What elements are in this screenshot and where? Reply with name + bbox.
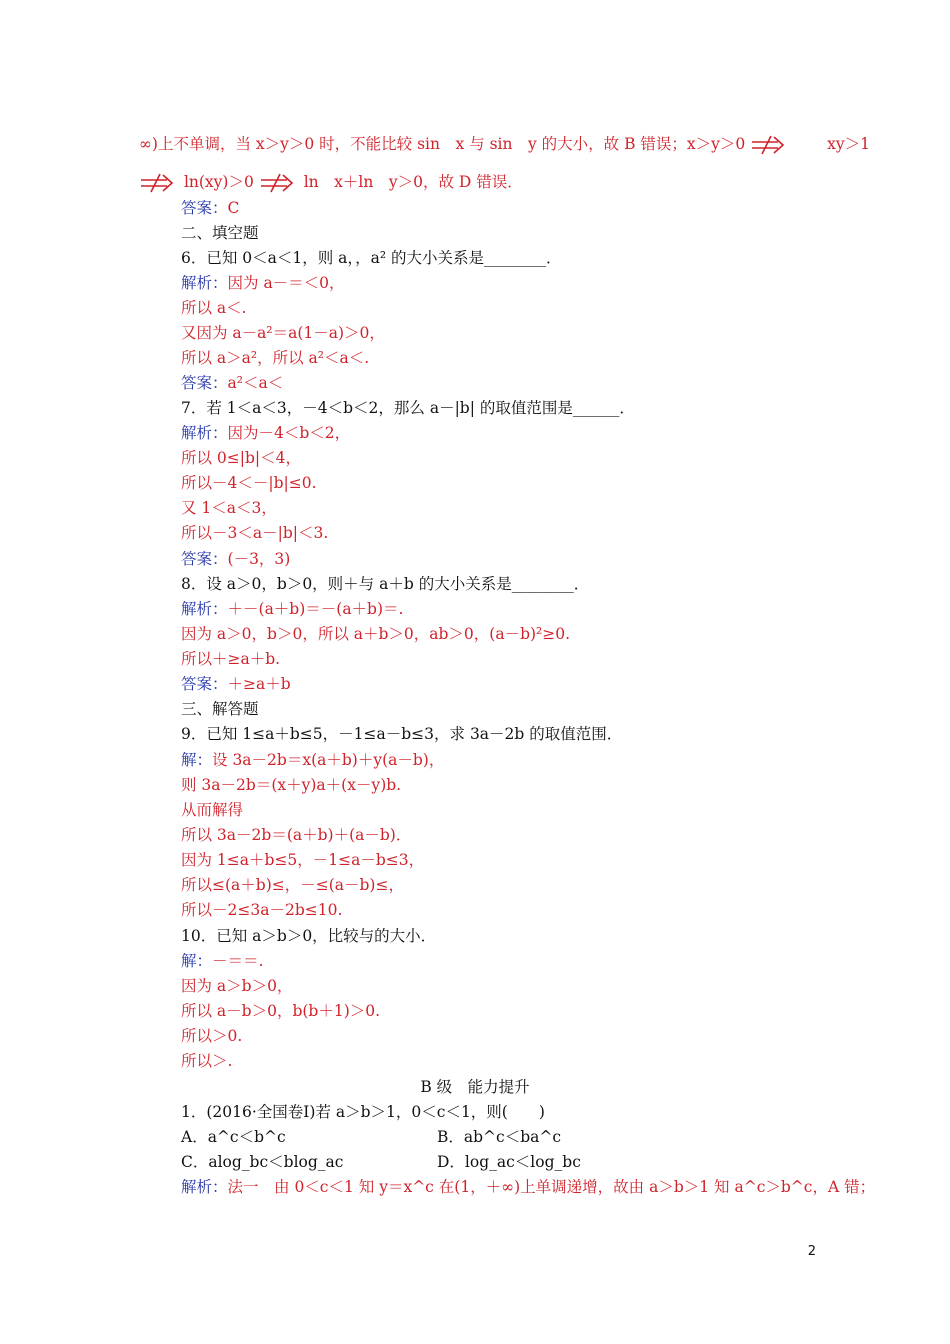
- answer-line: 答案：C: [181, 199, 240, 217]
- level-heading: B 级 能力提升: [420, 1078, 530, 1096]
- solution-line: ln(xy)＞0 ln x＋ln y＞0，故 D 错误．: [139, 170, 523, 195]
- solution-line: 解析：因为 a－＝＜0，: [181, 274, 345, 292]
- option-row: [181, 1150, 581, 1175]
- solution-line: 所以 0≤|b|＜4，: [181, 449, 302, 467]
- solution-line: 因为 a＞b＞0，: [181, 977, 293, 995]
- solution-line: 所以 3a－2b＝(a＋b)＋(a－b)．: [181, 826, 412, 844]
- solution-line: 因为 1≤a＋b≤5，－1≤a－b≤3，: [181, 851, 425, 869]
- solution-line: 从而解得: [181, 801, 244, 819]
- solution-line: 所以≤(a＋b)≤，－≤(a－b)≤，: [181, 876, 404, 894]
- question-9: 9．已知 1≤a＋b≤5，－1≤a－b≤3，求 3a－2b 的取值范围．: [181, 725, 623, 743]
- not-implies-icon: [259, 173, 295, 193]
- solution-line: 所以 a－b＞0，b(b＋1)＞0.: [181, 1002, 381, 1020]
- option-row: [181, 1125, 562, 1150]
- solution-line: 所以 a＞a²，所以 a²＜a＜.: [181, 349, 370, 367]
- question-6: 6．已知 0＜a＜1，则 a，，a² 的大小关系是________．: [181, 249, 562, 267]
- question-b1: 1．(2016·全国卷Ⅰ)若 a＞b＞1，0＜c＜1，则( ): [181, 1103, 545, 1121]
- answer-line: 答案：a²＜a＜: [181, 374, 284, 392]
- solution-line: 解析：法一 由 0＜c＜1 知 y＝x^c 在(1，＋∞)上单调递增，故由 a＞b＞1 知 a^c＞b^c，A 错；: [181, 1178, 876, 1196]
- solution-line: 因为 a＞0，b＞0，所以 a＋b＞0，ab＞0，(a－b)²≥0.: [181, 625, 571, 643]
- not-implies-icon: [139, 173, 175, 193]
- solution-line: 所以－3＜a－|b|＜3.: [181, 524, 329, 542]
- section-heading: 三、解答题: [181, 700, 259, 718]
- solution-line: 所以＋≥a＋b.: [181, 650, 281, 668]
- option-b: B．ab^c＜ba^c: [437, 1128, 562, 1146]
- solution-line: 所以 a＜.: [181, 299, 247, 317]
- solution-line: 则 3a－2b＝(x＋y)a＋(x－y)b.: [181, 776, 402, 794]
- option-c: C．alog_bc＜blog_ac: [181, 1153, 344, 1171]
- answer-line: 答案：(－3，3): [181, 550, 291, 568]
- answer-line: 答案：＋≥a＋b: [181, 675, 291, 693]
- solution-line: 解析：因为－4＜b＜2，: [181, 424, 351, 442]
- not-implies-icon: [750, 135, 786, 155]
- question-10: 10．已知 a＞b＞0，比较与的大小．: [181, 927, 437, 945]
- section-heading: 二、填空题: [181, 224, 259, 242]
- solution-line: ∞)上不单调，当 x＞y＞0 时，不能比较 sin x 与 sin y 的大小，故 B 错误；x＞y＞0 xy＞1: [139, 135, 871, 153]
- solution-line: 所以＞0.: [181, 1027, 243, 1045]
- solution-line: 解：设 3a－2b＝x(a＋b)＋y(a－b)，: [181, 751, 445, 769]
- solution-line: 解：－＝＝.: [181, 952, 264, 970]
- option-d: D．log_ac＜log_bc: [437, 1153, 581, 1171]
- solution-line: 所以－2≤3a－2b≤10.: [181, 901, 343, 919]
- solution-line: 又因为 a－a²＝a(1－a)＞0，: [181, 324, 385, 342]
- solution-line: 所以－4＜－|b|≤0.: [181, 474, 317, 492]
- question-8: 8．设 a＞0，b＞0，则＋与 a＋b 的大小关系是________．: [181, 575, 590, 593]
- question-7: 7．若 1＜a＜3，－4＜b＜2，那么 a－|b| 的取值范围是______．: [181, 399, 635, 417]
- option-a: A．a^c＜b^c: [181, 1128, 286, 1146]
- solution-line: 所以＞.: [181, 1052, 233, 1070]
- page-number: 2: [807, 1244, 816, 1259]
- solution-line: 又 1＜a＜3，: [181, 499, 277, 517]
- solution-line: 解析：＋－(a＋b)＝－(a＋b)＝.: [181, 600, 404, 618]
